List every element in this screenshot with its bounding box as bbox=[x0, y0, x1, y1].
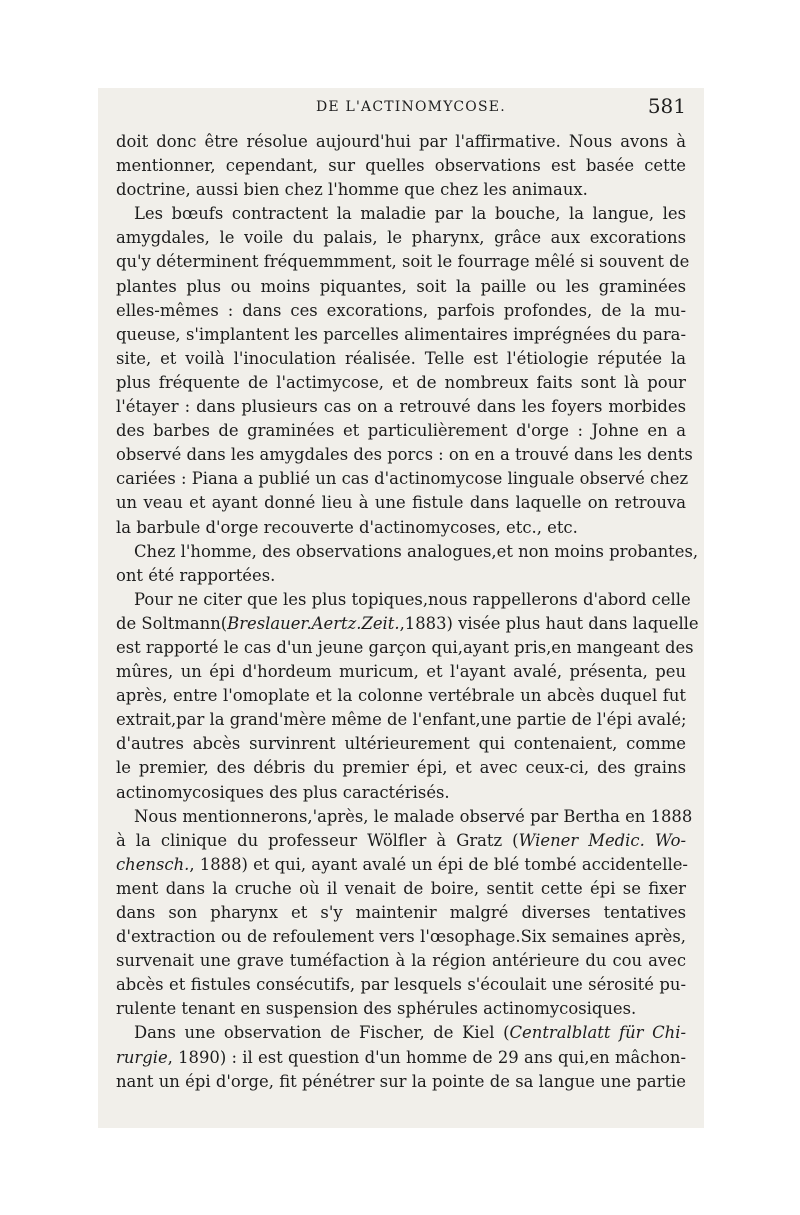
text-line: l'étayer : dans plusieurs cas on a retrouvé dans les foyers morbides bbox=[116, 397, 686, 417]
text-line: après, entre l'omoplate et la colonne vertébrale un abcès duquel fut bbox=[116, 686, 686, 706]
text-segment: Dans une observation de Fischer, de Kiel ( bbox=[134, 1023, 510, 1043]
text-line: ont été rapportées. bbox=[116, 565, 276, 585]
text-line: elles-mêmes : dans ces excorations, parfois profondes, de la mu- bbox=[116, 300, 686, 320]
text-line: extrait,par la grand'mère même de l'enfant,une partie de l'épi avalé; bbox=[116, 710, 687, 730]
page-header bbox=[116, 94, 686, 124]
text-line bbox=[116, 1021, 686, 1045]
text-line: plus fréquente de l'actimycose, et de nombreux faits sont là pour bbox=[116, 372, 686, 392]
text-line: mûres, un épi d'hordeum muricum, et l'ayant avalé, présenta, peu bbox=[116, 662, 686, 682]
text-line: qu'y déterminent fréquemmment, soit le fourrage mêlé si souvent de bbox=[116, 252, 690, 272]
text-line: Chez l'homme, des observations analogues,et non moins probantes, bbox=[134, 541, 699, 561]
text-line: rulente tenant en suspension des sphérules actinomycosiques. bbox=[116, 999, 637, 1019]
text-line: observé dans les amygdales des porcs : on en a trouvé dans les dents bbox=[116, 445, 693, 465]
text-segment: ,1883) visée plus haut dans laquelle bbox=[399, 613, 699, 633]
text-line bbox=[116, 829, 686, 853]
text-line: d'autres abcès survinrent ultérieurement qui contenaient, comme bbox=[116, 734, 686, 754]
text-line: des barbes de graminées et particulièrement d'orge : Johne en a bbox=[116, 421, 686, 441]
text-segment: de Soltmann( bbox=[116, 613, 228, 633]
citation-title: rurgie bbox=[116, 1047, 168, 1067]
text-line: un veau et ayant donné lieu à une fistule dans laquelle on retrouva bbox=[116, 493, 686, 513]
citation-title: Breslauer.Aertz.Zeit. bbox=[227, 613, 400, 633]
text-segment: , 1888) et qui, ayant avalé un épi de blé tombé accidentelle- bbox=[189, 854, 688, 874]
text-line: est rapporté le cas d'un jeune garçon qui,ayant pris,en mangeant des bbox=[116, 637, 694, 657]
text-line: doctrine, aussi bien chez l'homme que chez les animaux. bbox=[116, 180, 588, 200]
text-line: Pour ne citer que les plus topiques,nous rappellerons d'abord celle bbox=[134, 589, 691, 609]
text-line: le premier, des débris du premier épi, et avec ceux-ci, des grains bbox=[116, 758, 686, 778]
text-line bbox=[116, 853, 686, 877]
text-line: queuse, s'implantent les parcelles alimentaires imprégnées du para- bbox=[116, 324, 686, 344]
text-line: la barbule d'orge recouverte d'actinomycoses, etc., etc. bbox=[116, 517, 578, 537]
text-segment: , 1890) : il est question d'un homme de 29 ans qui,en mâchon- bbox=[167, 1047, 686, 1067]
text-line: nant un épi d'orge, fit pénétrer sur la pointe de sa langue une partie bbox=[116, 1071, 686, 1091]
citation-title: Wiener Medic. Wo- bbox=[518, 830, 686, 850]
text-line: d'extraction ou de refoulement vers l'œsophage.Six semaines après, bbox=[116, 927, 686, 947]
text-line bbox=[116, 1046, 686, 1070]
text-line: survenait une grave tuméfaction à la région antérieure du cou avec bbox=[116, 951, 686, 971]
running-head: DE L'ACTINOMYCOSE. bbox=[316, 99, 506, 115]
text-line: abcès et fistules consécutifs, par lesquels s'écoulait une sérosité pu- bbox=[116, 975, 686, 995]
text-line: ment dans la cruche où il venait de boire, sentit cette épi se fixer bbox=[116, 878, 686, 898]
text-line: site, et voilà l'inoculation réalisée. Telle est l'étiologie réputée la bbox=[116, 348, 686, 368]
text-line bbox=[116, 612, 699, 636]
text-line: amygdales, le voile du palais, le pharynx, grâce aux excorations bbox=[116, 228, 686, 248]
text-line: Nous mentionnerons,'après, le malade observé par Bertha en 1888 bbox=[134, 806, 693, 826]
citation-title: Centralblatt für Chi- bbox=[509, 1023, 686, 1043]
text-line: doit donc être résolue aujourd'hui par l'affirmative. Nous avons à bbox=[116, 132, 686, 151]
text-line: actinomycosiques des plus caractérisés. bbox=[116, 782, 450, 802]
text-line: plantes plus ou moins piquantes, soit la paille ou les graminées bbox=[116, 276, 686, 296]
text-line: cariées : Piana a publié un cas d'actinomycose linguale observé chez bbox=[116, 469, 689, 489]
text-line: Les bœufs contractent la maladie par la bouche, la langue, les bbox=[134, 204, 686, 224]
page-number: 581 bbox=[647, 94, 686, 118]
citation-title: chensch. bbox=[116, 854, 190, 874]
text-segment: à la clinique du professeur Wölfler à Gratz ( bbox=[116, 830, 519, 850]
text-line: dans son pharynx et s'y maintenir malgré diverses tentatives bbox=[116, 903, 686, 922]
body-text bbox=[116, 130, 699, 1094]
text-line: mentionner, cependant, sur quelles observations est basée cette bbox=[116, 156, 686, 176]
